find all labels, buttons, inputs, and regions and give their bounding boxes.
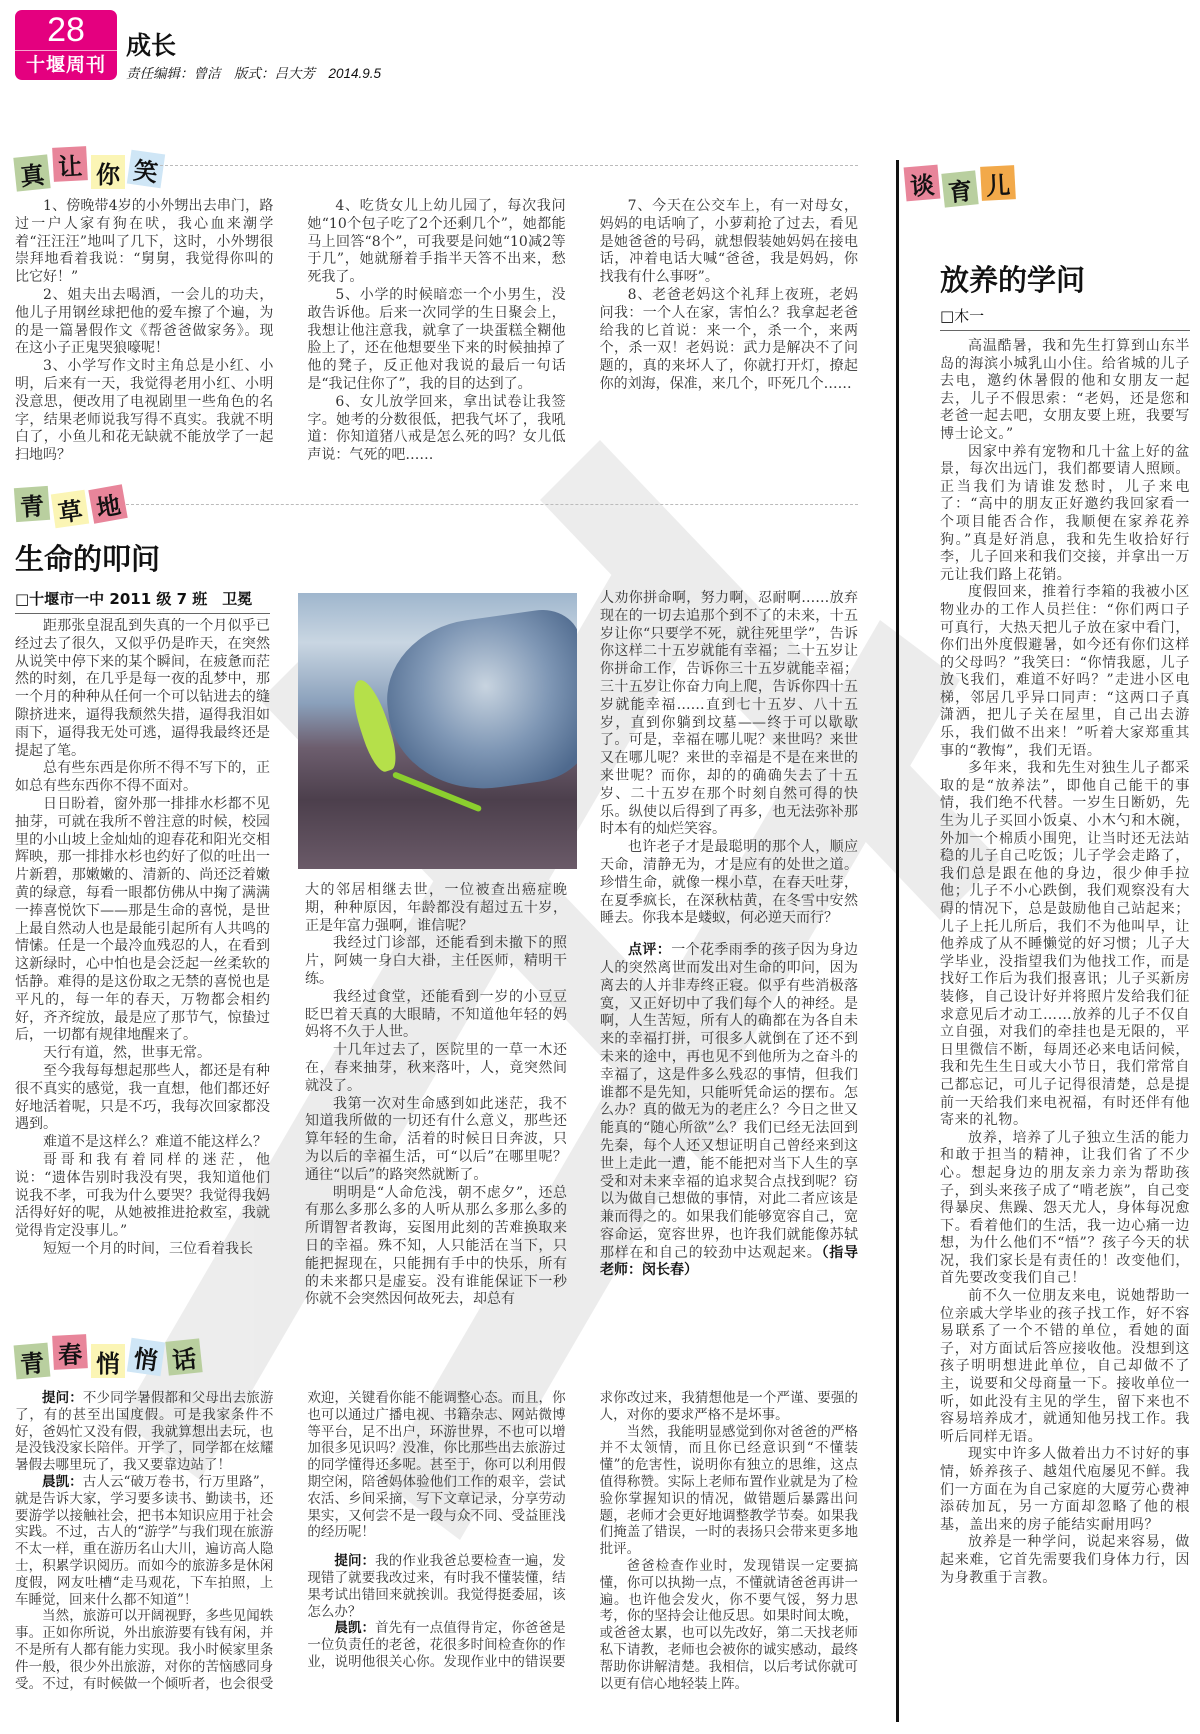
rock-shape [377, 605, 577, 801]
label-tile: 儿 [980, 165, 1016, 201]
answer-1 [15, 1474, 273, 1608]
answer-2-paragraph: 爸爸检查作业时，发现错误一定要搞懂，你可以执拗一点，不懂就请爸爸再讲一遍。也许他会发火，你不要气馁，努力思考，你的坚持会让他反思。如果时间太晚，或爸爸太累，也可以先改好，第二天找老师私下请教，老师也会被你的诚实感动，最终帮助你讲解清楚。我相信，以后考试你就可以更有信心地轻装上阵。 [599, 1557, 858, 1692]
essay-paragraph: 大的邻居相继去世，一位被查出癌症晚期，种种原因，年龄都没有超过五十岁，正是年富力强啊，谁信呢？ [305, 882, 567, 934]
essay-paragraph: 短短一个月的时间，三位看着我长 [43, 1240, 253, 1257]
essay-paragraph: 天行有道，然，世事无常。 [43, 1045, 211, 1062]
label-tile: 育 [941, 170, 978, 207]
essay-paragraph: 十几年过去了，医院里的一草一木还在，春来抽芽，秋来落叶，人，竟突然间就没了。 [305, 1042, 567, 1094]
joke-item: 8、老爸老妈这个礼拜上夜班，老妈问我：一个人在家，害怕么？我拿起老爸给我的匕首说：来一个，杀一个，来两个，杀一双！老妈说：武力是解决不了问题的，真的来坏人了，你就打开灯，撩起你的刘海，保准，来几个，吓死几个…… [599, 286, 858, 392]
label-tile: 谈 [904, 165, 941, 202]
page-number: 28 [47, 11, 85, 49]
joke-item: 5、小学的时候暗恋一个小男生，没敢告诉他。后来一次同学的生日聚会上，我想让他注意我，就拿了一块蛋糕全糊他脸上了，还在他想要坐下来的时候抽掉了他的凳子，反正他对我说的最后一句话是“我记住你了”，我的目的达到了。 [307, 286, 566, 392]
essay-section-label [15, 482, 129, 526]
answer-text: 古人云“破万卷书，行万里路”，就是告诉大家，学习要多读书、勤读书，还要游学以接触社会，把书本知识应用于社会实践。不过，古人的“游学”与我们现在旅游不太一样，重在游历名山大川，遍访高人隐士，积累学识阅历。而如今的旅游多是休闲度假，网友吐槽“走马观花，下车拍照，上车睡觉，回来什么都不知道”！ [15, 1473, 274, 1608]
question-label: 提问： [334, 1553, 376, 1570]
parenting-paragraph: 放养是一种学问，说起来容易，做起来难，它首先需要我们身体力行，因为身教重于言教。 [940, 1534, 1190, 1586]
essay-paragraph: 难道不是这样么？难道不能这样么？ [43, 1134, 267, 1151]
essay-byline: □十堰市一中 2011 级 7 班 卫冕 [15, 588, 270, 614]
parenting-paragraph: 度假回来，推着行李箱的我被小区物业办的工作人员拦住：“你们两口子可真行，大热天把儿子放在家中看门，你们出外度假避暑，如今还有你们这样的父母吗？”我笑曰：“你情我愿，儿子放飞我们，难道不好吗？”走进小区电梯，邻居几乎异口同声：“这两口子真潇洒，把儿子关在屋里，自己出去游乐，我们做不出来！”听着大家郑重其事的“教悔”，我们无语。 [940, 584, 1190, 759]
label-tile: 地 [88, 484, 127, 523]
essay-paragraph: 我第一次对生命感到如此迷茫，我不知道我所做的一切还有什么意义，那些还算年轻的生命，活着的时候日日奔波，只为以后的幸福生活，可“以后”在哪里呢？通往“以后”的路突然就断了。 [305, 1095, 567, 1183]
essay-paragraph: 我经过食堂，还能看到一岁的小豆豆眨巴着天真的大眼睛，不知道他年轻的妈妈将不久于人世。 [305, 988, 567, 1041]
label-tile: 你 [91, 155, 125, 189]
joke-item: 3、小学写作文时主角总是小红、小明，后来有一天，我觉得老用小红、小明没意思，便改用了电视剧里一些角色的名字，结果老师说我写得不真实。我就不明白了，小鱼儿和花无缺就不能放学了一起扫地吗？ [15, 358, 274, 464]
parenting-paragraph: 前不久一位朋友来电，说她帮助一位亲戚大学毕业的孩子找工作，好不容易联系了一个不错的单位，看她的面子，对方面试后答应接收他。没想到这孩子明明想进此单位，自己却做不了主，说要和父母商量一下。接收单位一听，如此没有主见的学生，留下来也不容易培养成才，就通知他另找工作。我听后同样无语。 [940, 1288, 1190, 1445]
joke-item: 4、吃货女儿上幼儿园了，每次我问她“10个包子吃了2个还剩几个”，她都能马上回答“8个”，可我要是问她“10减2等于几”，她就掰着手指半天答不出来，愁死我了。 [307, 198, 566, 286]
section-title: 成长 [126, 31, 177, 60]
joke-item: 7、今天在公交车上，有一对母女，妈妈的电话响了，小萝莉抢了过去，看见是她爸爸的号码，就想假装她妈妈在接电话，冲着电话大喊“爸爸，我是妈妈，你找我有什么事呀”。 [599, 198, 858, 286]
section-divider [126, 504, 858, 505]
parenting-paragraph: 放养，培养了儿子独立生活的能力和敢于担当的精神，让我们省了不少心。想起身边的朋友亲力亲为帮助孩子，到头来孩子成了“啃老族”，自己变得暴戾、焦躁、怨天尤人，身体每况愈下。看着他们的生活，我一边心痛一边想，为什么他们不“悟”？孩子今天的状况，我们家长是有责任的！改变他们，首先要改变我们自己！ [940, 1129, 1190, 1287]
joke-item: 1、傍晚带4岁的小外甥出去串门，路过一户人家有狗在吠，我心血来潮学着“汪汪汪”地叫了几下，这时，小外甥很崇拜地看着我说：“舅舅，我觉得你叫的比它好！” [15, 198, 274, 286]
essay-column-3-body [600, 590, 858, 928]
label-tile: 青 [14, 486, 50, 522]
label-tile: 悄 [91, 1344, 125, 1378]
answer-text: 首先有一点值得肯定，你爸爸是一位负责任的老爸，花很多时间检查你的作业，说明他很关心你。发现作业中的错误要求你改过来，我猜想他是一个严谨、要强的人，对你的要求严格不是坏事。 [307, 1390, 858, 1670]
essay-paragraph: 至今我每每想起那些人，都还是有种很不真实的感觉，我一直想，他们都还好好地活着呢，只是不巧，我每次回家都没遇到。 [15, 1062, 270, 1133]
answer-label: 晨凯： [42, 1473, 83, 1490]
parenting-body [940, 338, 1190, 1587]
paper-name: 十堰周刊 [25, 54, 106, 76]
parenting-paragraph: 多年来，我和先生对独生儿子都采取的是“放养法”，即他自己能干的事情，我们绝不代替。一岁生日断奶，先生为儿子买回小饭桌、小木勺和木碗，外加一个棉质小围兜，让当时还无法站稳的儿子自己吃饭；儿子学会走路了，我们总是跟在他的身边，很少伸手拉他；儿子不小心跌倒，我们观察没有大碍的情况下，总是鼓励他自己站起来；儿子上托儿所后，我们不为他叫早，让他养成了从不睡懒觉的好习惯；儿子大学毕业，没指望我们为他找工作，而是找好工作后为我们报喜讯；儿子买新房装修，自己设计好并将照片发给我们征求意见后才动工……放养的儿子不仅自立自强，对我们的牵挂也是无限的，平日里微信不断，每周还必来电话问候，我和先生生日或大小节日，我们常常自己都忘记，可儿子记得很清楚，总是提前一天给我们来电祝福，有时还伴有他寄来的礼物。 [940, 760, 1190, 1129]
teacher-credit: （指导老师：闵长春） [600, 1244, 859, 1279]
essay-column-1 [15, 618, 270, 1259]
essay-paragraph: 也许老子才是最聪明的那个人，顺应天命，清静无为，才是应有的处世之道。珍惜生命，就像一棵小草，在春天吐芽，在夏季疯长，在深秋枯黄，在冬雪中安然睡去。你我本是蝼蚁，何必逆天而行？ [600, 839, 858, 927]
section-divider [160, 165, 858, 166]
essay-paragraph: 距那张皇混乱到失真的一个月似乎已经过去了很久，又似乎仍是昨天，在突然从说笑中停下来的某个瞬间，在疲惫而茫然的时刻，在几乎是每一夜的乱梦中，那一个月的种种从任何一个可以钻进去的缝隙挤进来，逼得我颓然失措，逼得我泪如雨下，逼得我无处可逃，逼得我最终还是提起了笔。 [15, 618, 270, 759]
answer-2-paragraph: 当然，我能明显感觉到你对爸爸的严格并不太领情，而且你已经意识到“不懂装懂”的危害性，说明你有独立的思维，这点值得称赞。实际上老师布置作业就是为了检验你掌握知识的情况，做错题后暴露出问题，老师才会更好地调整教学节奏。如果我们掩盖了错误，一时的表扬只会带来更多地批评。 [599, 1423, 858, 1558]
label-tile: 春 [52, 1334, 88, 1370]
label-tile: 悄 [127, 1338, 165, 1376]
jokes-body [15, 198, 858, 465]
question-1 [15, 1390, 273, 1474]
editor-comment [600, 942, 858, 1280]
parenting-paragraph: 因家中养有宠物和几十盆上好的盆景，每次出远门，我们都要请人照顾。正当我们为请谁发愁时，儿子来电了：“高中的朋友正好邀约我回家看一个项目能否合作，我顺便在家养花养狗。”真是好消息，我和先生收拾好行李，儿子回来和我们交接，并拿出一万元让我们路上花销。 [940, 443, 1190, 583]
essay-paragraph: 明明是“人命危浅，朝不虑夕”，还总有那么多那么多的人听从那么多那么多的所谓智者教诲，妄图用此刻的苦难换取来日的幸福。殊不知，人只能活在当下，只能把握现在，只能拥有手中的快乐，所有的未来都只是虚妄。没有谁能保证下一秒你就不会突然因何故死去，却总有 [305, 1184, 567, 1308]
masthead-badge [15, 10, 117, 80]
comment-text: 一个花季雨季的孩子因为身边人的突然离世而发出对生命的叩问，因为离去的人并非寿终正寝。似乎有些消极落寞，又正好切中了我们每个人的神经。是啊，人生苦短，所有人的确都在为各自未来的幸福打拼，可很多人就倒在了还不到未来的途中，再也见不到他所为之奋斗的幸福了，这是件多么残忍的事情，但我们谁都不是先知，只能听凭命运的摆布。怎么办？真的做无为的老庄么？今日之世又能真的“随心所欲”么？我们已经无法回到先秦，每个人还又想证明自己曾经来到这世上走此一遭，能不能把对当下人生的享受和对未来幸福的追求契合点找到呢？窃以为做自己想做的事情，对此二者应该是兼而得之的。如果我们能够宽容自己，宽容命运，宽容世界，也许我们就能像苏轼那样在和自己的较劲中达观起来。 [600, 942, 859, 1261]
column-divider [896, 160, 899, 1722]
parenting-paragraph: 高温酷暑，我和先生打算到山东半岛的海滨小城乳山小住。给省城的儿子去电，邀约休暑假的他和女朋友一起去，儿子不假思索：“老妈，还是您和老爸一起去吧，女朋友要上班，我要写博士论文。” [940, 338, 1190, 442]
essay-paragraph: 总有些东西是你所不得不写下的，正如总有些东西你不得不面对。 [15, 760, 270, 795]
answer-1-paragraph: 当然，旅游可以开阔视野，多些见闻轶事。正如你所说，外出旅游要有钱有闲，并不是所有人都有能力实现。我小时候家里条件一般，很少外出旅游，对你的苦恼感同身受。不过，有时候做一个倾听者，也会很受欢迎，关键看你能不能调整心态。而且，你也可以通过广播电视、书籍杂志、网站微博等平台，足不出户，环游世界，不也可以增加很多见识吗？没准，你比那些出去旅游过的同学懂得还多呢。甚至于，你可以利用假期空闲，陪爸妈体验他们工作的艰辛，尝试农活、乡间采摘，写下文章记录，分享劳动果实，又何尝不是一段与众不同、受益匪浅的经历呢！ [15, 1390, 566, 1692]
seedling-photo [298, 593, 577, 869]
joke-item: 6、女儿放学回来，拿出试卷让我签字。她考的分数很低，把我气坏了，我吼道：你知道猪八戒是怎么死的吗？女儿低声说：气死的吧…… [307, 393, 566, 464]
essay-title: 生命的叩问 [15, 542, 161, 576]
essay-paragraph: 哥哥和我有着同样的迷茫，他说：“遗体告别时我没有哭，我知道他们说我不孝，可我为什么要哭？我觉得我妈活得好好的呢，从她被推进抢救室，我就觉得肯定没事儿。” [15, 1151, 270, 1240]
label-tile: 话 [165, 1338, 202, 1375]
question-2 [307, 1553, 565, 1620]
jokes-section-label [15, 148, 167, 190]
qa-section-label [15, 1336, 205, 1378]
masthead-divider [15, 50, 117, 51]
label-tile: 草 [51, 490, 89, 528]
answer-label: 晨凯： [334, 1620, 376, 1637]
essay-paragraph: 我经过门诊部，还能看到未撤下的照片，阿姨一身白大褂，主任医师，精明干练。 [305, 935, 567, 987]
essay-paragraph: 日日盼着，窗外那一排排水杉都不见抽芽，可就在我所不曾注意的时候，校园里的小山坡上金灿灿的迎春花和阳光交相辉映，那一排排水杉也约好了似的吐出一片新碧，那嫩嫩的、清新的、尚还泛着嫩黄的绿意，每看一眼都仿佛从中掬了满满一捧喜悦饮下——那是生命的喜悦，是世上最自然动人也是最能引起所有人共鸣的情愫。任是一个最冷血残忍的人，在看到这新绿时，心中怕也是会泛起一丝柔软的恬静。难得的是这份取之无禁的喜悦也是平凡的，每一年的春天，万物都会相约好，齐齐绽放，最是应了那节气，惊蛰过后，一切都有规律地醒来了。 [15, 795, 270, 1044]
question-text: 不少同学暑假都和父母出去旅游了，有的甚至出国度假。可是我家条件不好，爸妈忙又没有假，我就算想出去玩，也是没钱没家长陪伴。开学了，同学都在炫耀暑假去哪里玩了，我又要靠边站了！ [15, 1390, 274, 1474]
parenting-paragraph: 现实中许多人做着出力不讨好的事情，娇养孩子、越俎代庖屡见不鲜。我们一方面在为自己家庭的大厦劳心费神添砖加瓦，另一方面却忽略了他的根基，盖出来的房子能结实耐用吗？ [940, 1446, 1190, 1533]
label-tile: 真 [13, 154, 50, 191]
essay-column-2 [305, 882, 567, 1309]
credits-line: 责任编辑：曾洁 版式：吕大芳 2014.9.5 [126, 66, 382, 81]
parenting-section-label [905, 160, 1019, 206]
question-text: 我的作业我爸总要检查一遍，发现错了就要我改过来，有时我不懂装懂，结果考试出错回来就挨训。我觉得挺委屈，该怎么办？ [307, 1553, 566, 1620]
question-label: 提问： [42, 1390, 83, 1406]
joke-item: 2、姐夫出去喝酒，一会儿的功夫，他儿子用钢丝球把他的爱车擦了个遍，为的是一篇暑假作文《帮爸爸做家务》。现在这小子正鬼哭狼嚎呢！ [15, 286, 274, 357]
parenting-title: 放养的学问 [940, 263, 1086, 297]
label-tile: 笑 [127, 150, 165, 188]
qa-body [15, 1390, 858, 1692]
comment-label: 点评： [628, 942, 672, 959]
label-tile: 让 [52, 146, 88, 182]
essay-paragraph: 人劝你拼命啊，努力啊，忍耐啊……放弃现在的一切去追那个到不了的未来，十五岁让你“只要学不死，就往死里学”，告诉你这样二十五岁就能有幸福；二十五岁让你拼命工作，告诉你三十五岁就能幸福；三十五岁让你奋力向上爬，告诉你四十五岁就能幸福……直到七十五岁、八十五岁，直到你躺到坟墓——终于可以歇歇了。可是，幸福在哪儿呢？来世吗？来世又在哪儿呢？来世的幸福是不是在来世的来世呢？而你，却的的确确失去了十五岁、二十五岁在那个时刻自然可得的快乐。纵使以后得到了再多，也无法弥补那时本有的灿烂笑容。 [600, 590, 858, 838]
essay-column-3 [600, 590, 858, 1280]
parenting-byline: □木一 [940, 305, 1190, 331]
label-tile: 青 [14, 1343, 51, 1380]
